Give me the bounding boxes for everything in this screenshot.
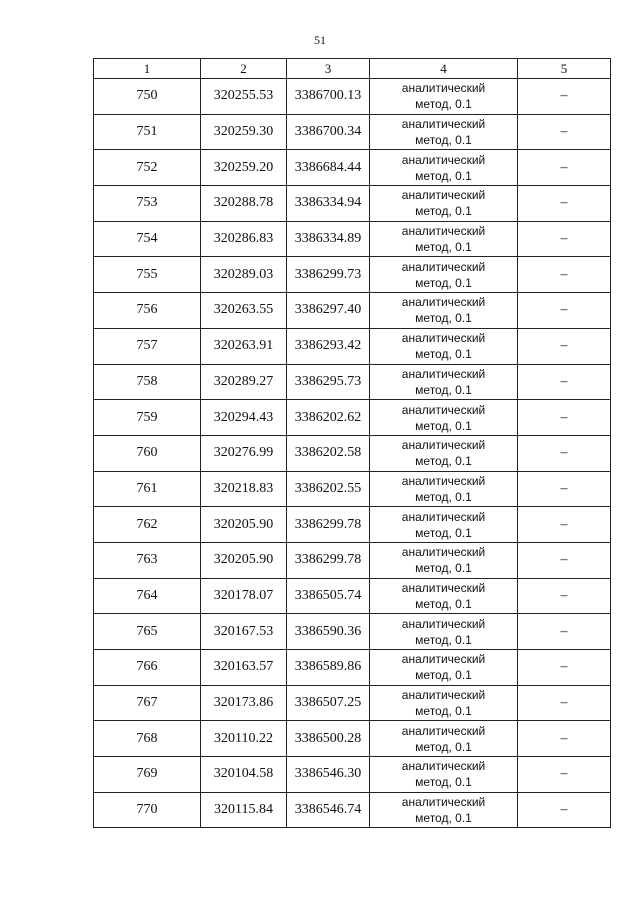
point-number-cell: 767 <box>94 685 201 721</box>
x-coordinate-cell: 320255.53 <box>201 79 287 115</box>
table-header-row <box>94 59 611 79</box>
note-cell: – <box>518 578 611 614</box>
note-cell: – <box>518 364 611 400</box>
method-cell <box>370 221 518 257</box>
table-row <box>94 578 611 614</box>
method-line-2: метод, 0.1 <box>415 133 472 148</box>
method-cell <box>370 792 518 828</box>
table-row <box>94 257 611 293</box>
x-coordinate-cell: 320110.22 <box>201 721 287 757</box>
point-number-cell: 756 <box>94 293 201 329</box>
y-coordinate-cell: 3386334.94 <box>287 186 370 222</box>
method-line-2: метод, 0.1 <box>415 454 472 469</box>
method-line-1: аналитический <box>401 795 486 810</box>
method-line-1: аналитический <box>401 723 486 738</box>
y-coordinate-cell: 3386293.42 <box>287 328 370 364</box>
column-header-3: 3 <box>287 59 370 79</box>
method-line-1: аналитический <box>401 402 486 417</box>
y-coordinate-cell: 3386684.44 <box>287 150 370 186</box>
method-line-1: аналитический <box>401 473 486 488</box>
y-coordinate-cell: 3386295.73 <box>287 364 370 400</box>
method-cell <box>370 114 518 150</box>
method-line-1: аналитический <box>401 259 486 274</box>
table-row <box>94 757 611 793</box>
table-row <box>94 792 611 828</box>
y-coordinate-cell: 3386546.74 <box>287 792 370 828</box>
method-cell <box>370 614 518 650</box>
method-line-2: метод, 0.1 <box>415 596 472 611</box>
y-coordinate-cell: 3386700.13 <box>287 79 370 115</box>
method-cell <box>370 186 518 222</box>
y-coordinate-cell: 3386590.36 <box>287 614 370 650</box>
note-cell: – <box>518 257 611 293</box>
note-cell: – <box>518 471 611 507</box>
note-cell: – <box>518 328 611 364</box>
method-cell <box>370 257 518 293</box>
point-number-cell: 766 <box>94 650 201 686</box>
note-cell: – <box>518 721 611 757</box>
method-cell <box>370 542 518 578</box>
method-line-1: аналитический <box>401 580 486 595</box>
point-number-cell: 762 <box>94 507 201 543</box>
y-coordinate-cell: 3386546.30 <box>287 757 370 793</box>
method-cell <box>370 328 518 364</box>
note-cell: – <box>518 685 611 721</box>
method-line-1: аналитический <box>401 652 486 667</box>
method-line-1: аналитический <box>401 331 486 346</box>
column-header-1: 1 <box>94 59 201 79</box>
x-coordinate-cell: 320104.58 <box>201 757 287 793</box>
note-cell: – <box>518 293 611 329</box>
x-coordinate-cell: 320289.27 <box>201 364 287 400</box>
note-cell: – <box>518 79 611 115</box>
page-number: 51 <box>314 33 326 47</box>
coordinates-table <box>93 58 611 828</box>
method-cell <box>370 507 518 543</box>
x-coordinate-cell: 320115.84 <box>201 792 287 828</box>
method-line-2: метод, 0.1 <box>415 204 472 219</box>
column-header-4: 4 <box>370 59 518 79</box>
table-row <box>94 435 611 471</box>
method-line-2: метод, 0.1 <box>415 382 472 397</box>
x-coordinate-cell: 320173.86 <box>201 685 287 721</box>
y-coordinate-cell: 3386299.73 <box>287 257 370 293</box>
point-number-cell: 754 <box>94 221 201 257</box>
point-number-cell: 755 <box>94 257 201 293</box>
y-coordinate-cell: 3386505.74 <box>287 578 370 614</box>
table-row <box>94 507 611 543</box>
point-number-cell: 752 <box>94 150 201 186</box>
method-line-2: метод, 0.1 <box>415 347 472 362</box>
table-row <box>94 721 611 757</box>
method-line-2: метод, 0.1 <box>415 632 472 647</box>
method-line-2: метод, 0.1 <box>415 418 472 433</box>
point-number-cell: 750 <box>94 79 201 115</box>
x-coordinate-cell: 320276.99 <box>201 435 287 471</box>
x-coordinate-cell: 320167.53 <box>201 614 287 650</box>
table-row <box>94 221 611 257</box>
note-cell: – <box>518 614 611 650</box>
method-cell <box>370 150 518 186</box>
method-line-2: метод, 0.1 <box>415 561 472 576</box>
method-cell <box>370 435 518 471</box>
table-row <box>94 114 611 150</box>
method-line-1: аналитический <box>401 152 486 167</box>
method-line-1: аналитический <box>401 224 486 239</box>
method-line-1: аналитический <box>401 438 486 453</box>
table-row <box>94 542 611 578</box>
x-coordinate-cell: 320289.03 <box>201 257 287 293</box>
method-cell <box>370 578 518 614</box>
point-number-cell: 751 <box>94 114 201 150</box>
note-cell: – <box>518 114 611 150</box>
point-number-cell: 764 <box>94 578 201 614</box>
note-cell: – <box>518 542 611 578</box>
note-cell: – <box>518 400 611 436</box>
method-cell <box>370 364 518 400</box>
x-coordinate-cell: 320163.57 <box>201 650 287 686</box>
point-number-cell: 759 <box>94 400 201 436</box>
method-cell <box>370 650 518 686</box>
table-row <box>94 150 611 186</box>
table-row <box>94 364 611 400</box>
y-coordinate-cell: 3386202.58 <box>287 435 370 471</box>
method-line-1: аналитический <box>401 688 486 703</box>
method-cell <box>370 79 518 115</box>
table-row <box>94 685 611 721</box>
x-coordinate-cell: 320286.83 <box>201 221 287 257</box>
table-row <box>94 471 611 507</box>
y-coordinate-cell: 3386507.25 <box>287 685 370 721</box>
y-coordinate-cell: 3386202.55 <box>287 471 370 507</box>
method-line-2: метод, 0.1 <box>415 775 472 790</box>
note-cell: – <box>518 150 611 186</box>
point-number-cell: 753 <box>94 186 201 222</box>
method-line-1: аналитический <box>401 117 486 132</box>
method-line-2: метод, 0.1 <box>415 704 472 719</box>
x-coordinate-cell: 320259.30 <box>201 114 287 150</box>
method-line-1: аналитический <box>401 188 486 203</box>
point-number-cell: 760 <box>94 435 201 471</box>
x-coordinate-cell: 320259.20 <box>201 150 287 186</box>
y-coordinate-cell: 3386202.62 <box>287 400 370 436</box>
note-cell: – <box>518 650 611 686</box>
table-row <box>94 79 611 115</box>
table-row <box>94 293 611 329</box>
method-line-1: аналитический <box>401 545 486 560</box>
method-cell <box>370 721 518 757</box>
x-coordinate-cell: 320218.83 <box>201 471 287 507</box>
method-line-2: метод, 0.1 <box>415 668 472 683</box>
point-number-cell: 765 <box>94 614 201 650</box>
method-line-1: аналитический <box>401 81 486 96</box>
point-number-cell: 761 <box>94 471 201 507</box>
point-number-cell: 769 <box>94 757 201 793</box>
x-coordinate-cell: 320178.07 <box>201 578 287 614</box>
method-cell <box>370 293 518 329</box>
method-line-2: метод, 0.1 <box>415 168 472 183</box>
table-body <box>94 59 611 828</box>
method-line-2: метод, 0.1 <box>415 489 472 504</box>
point-number-cell: 763 <box>94 542 201 578</box>
point-number-cell: 757 <box>94 328 201 364</box>
note-cell: – <box>518 435 611 471</box>
table-row <box>94 400 611 436</box>
method-cell <box>370 471 518 507</box>
method-cell <box>370 685 518 721</box>
method-line-1: аналитический <box>401 759 486 774</box>
method-cell <box>370 757 518 793</box>
note-cell: – <box>518 221 611 257</box>
column-header-2: 2 <box>201 59 287 79</box>
point-number-cell: 768 <box>94 721 201 757</box>
x-coordinate-cell: 320263.55 <box>201 293 287 329</box>
x-coordinate-cell: 320294.43 <box>201 400 287 436</box>
note-cell: – <box>518 507 611 543</box>
method-line-2: метод, 0.1 <box>415 311 472 326</box>
method-line-2: метод, 0.1 <box>415 97 472 112</box>
point-number-cell: 770 <box>94 792 201 828</box>
table-row <box>94 650 611 686</box>
method-line-2: метод, 0.1 <box>415 739 472 754</box>
y-coordinate-cell: 3386297.40 <box>287 293 370 329</box>
method-line-2: метод, 0.1 <box>415 240 472 255</box>
column-header-5: 5 <box>518 59 611 79</box>
y-coordinate-cell: 3386299.78 <box>287 507 370 543</box>
y-coordinate-cell: 3386334.89 <box>287 221 370 257</box>
x-coordinate-cell: 320263.91 <box>201 328 287 364</box>
method-line-1: аналитический <box>401 295 486 310</box>
method-line-1: аналитический <box>401 509 486 524</box>
method-line-1: аналитический <box>401 616 486 631</box>
method-line-2: метод, 0.1 <box>415 275 472 290</box>
table-row <box>94 186 611 222</box>
x-coordinate-cell: 320288.78 <box>201 186 287 222</box>
method-line-2: метод, 0.1 <box>415 525 472 540</box>
y-coordinate-cell: 3386700.34 <box>287 114 370 150</box>
y-coordinate-cell: 3386589.86 <box>287 650 370 686</box>
method-cell <box>370 400 518 436</box>
y-coordinate-cell: 3386500.28 <box>287 721 370 757</box>
table-row <box>94 328 611 364</box>
note-cell: – <box>518 757 611 793</box>
note-cell: – <box>518 792 611 828</box>
note-cell: – <box>518 186 611 222</box>
method-line-2: метод, 0.1 <box>415 811 472 826</box>
x-coordinate-cell: 320205.90 <box>201 507 287 543</box>
point-number-cell: 758 <box>94 364 201 400</box>
table-row <box>94 614 611 650</box>
y-coordinate-cell: 3386299.78 <box>287 542 370 578</box>
method-line-1: аналитический <box>401 366 486 381</box>
x-coordinate-cell: 320205.90 <box>201 542 287 578</box>
